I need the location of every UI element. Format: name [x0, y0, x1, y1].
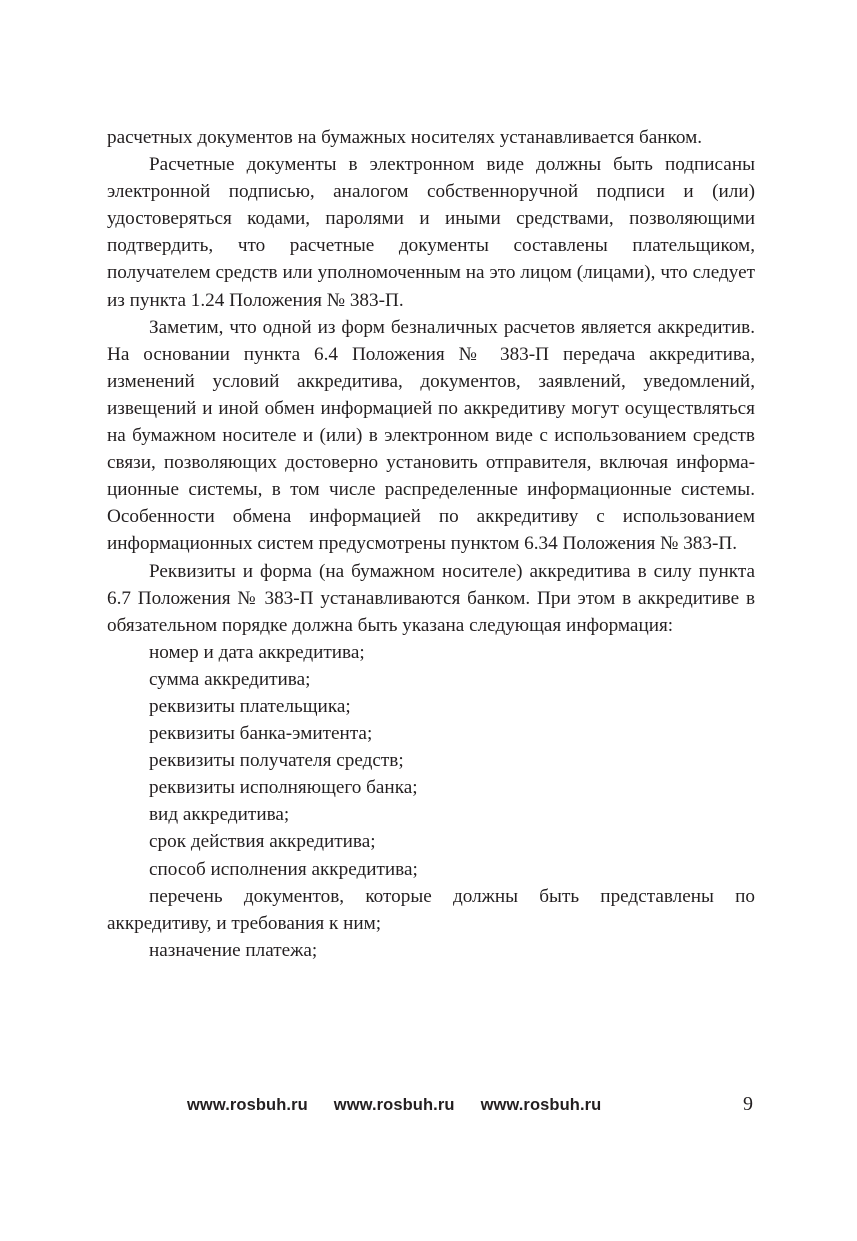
list-item: сумма аккредитива; — [149, 668, 311, 690]
list-item: способ исполнения аккредитива; — [149, 858, 418, 880]
page-footer — [0, 1092, 857, 1122]
paragraph-continuation: расчетных документов на бумажных носителях устанавливается банком. — [107, 127, 703, 148]
paragraph-letter-of-credit-exchange: Заметим, что одной из форм безналичных расчетов является аккредитив. На основании пункта 6.4 Положения № 383-П передача аккредитива, изменений условий аккредитива, документов, заявлений, уведомлений, извещений и иной обмен информацией по аккредитиву могут осуществляться на бумажном носителе и (или) в электронном виде с использованием средств связи, позволяющих достоверно установить отправителя, включая информационные системы, в том числе распределенные информационные системы. Особенности обмена информацией по аккредитиву с использованием информационных систем предусмотрены пунктом 6.34 Положения № 383-П. — [107, 316, 755, 555]
footer-url[interactable]: www.rosbuh.ru — [333, 1096, 455, 1114]
list-item: вид аккредитива; — [149, 804, 290, 826]
footer-url[interactable]: www.rosbuh.ru — [480, 1096, 602, 1114]
paragraph-electronic-signature: Расчетные документы в электронном виде должны быть подписаны электронной подписью, аналогом собственноручной подписи и (или) удостоверяться кодами, паролями и иными средствами, позволяющими подтвердить, что расчетные документы составлены плательщиком, получателем средств или уполномоченным на это лицом (лицами), что следует из пункта 1.24 Положения № 383-П. — [107, 154, 755, 311]
footer-url[interactable]: www.rosbuh.ru — [187, 1096, 308, 1114]
list-item: реквизиты банка-эмитента; — [149, 723, 373, 745]
list-item: реквизиты получателя средств; — [149, 750, 404, 772]
list-item: реквизиты плательщика; — [149, 695, 351, 717]
list-item: назначение платежа; — [149, 939, 318, 961]
list-item: реквизиты исполняющего банка; — [149, 777, 418, 799]
page-body-text — [107, 124, 755, 964]
paragraph-letter-of-credit-requisites: Реквизиты и форма (на бумажном носителе) аккредитива в силу пункта 6.7 Положения № 383-П устанавливаются банком. При этом в аккредитиве в обязательном порядке должна быть указана следующая информация: — [107, 560, 755, 636]
list-item: номер и дата аккредитива; — [149, 641, 365, 663]
list-item: перечень документов, которые должны быть представлены по аккредитиву, и требования к ним; — [107, 885, 755, 934]
page-number: 9 — [743, 1093, 753, 1115]
footer-urls — [187, 1092, 627, 1118]
list-item: срок действия аккредитива; — [149, 831, 376, 853]
